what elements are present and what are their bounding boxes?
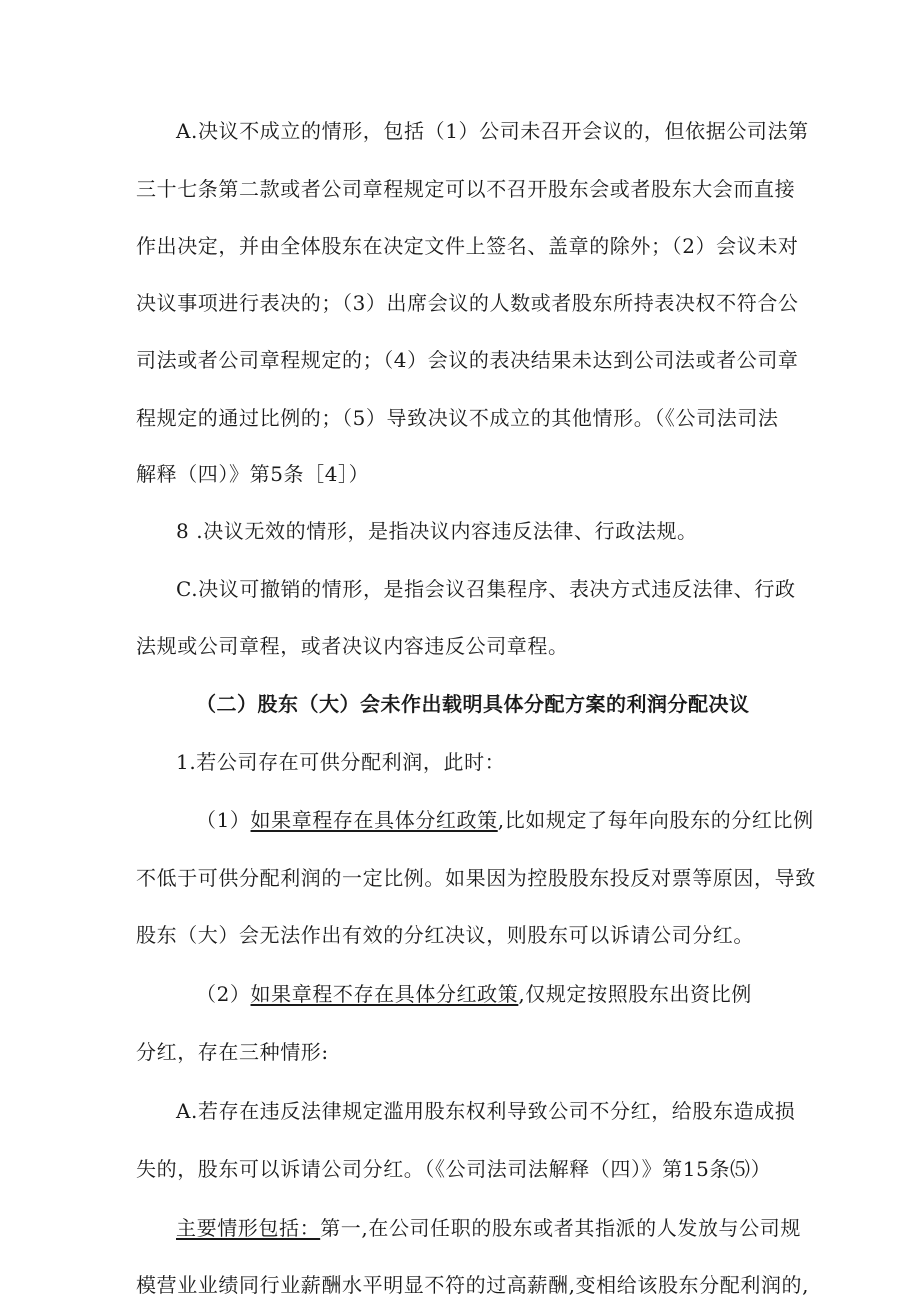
section-heading: （二）股东（大）会未作出载明具体分配方案的利润分配决议 <box>196 692 750 716</box>
line-suffix: 第一,在公司任职的股东或者其指派的人发放与公司规 <box>320 1216 801 1240</box>
paragraph-1-line-1: 1.若公司存在可供分配利润，此时： <box>176 750 506 774</box>
paragraph-a-line-3: 作出决定，并由全体股东在决定文件上签名、盖章的除外；（2）会议未对 <box>136 234 799 258</box>
paragraph-1-2-line-2: 分红，存在三种情形: <box>136 1040 329 1064</box>
line-suffix: ,仅规定按照股东出资比例 <box>518 982 752 1006</box>
paragraph-a-line-5: 司法或者公司章程规定的；（4）会议的表决结果未达到公司法或者公司章 <box>136 348 799 372</box>
paragraph-a2-line-1: A.若存在违反法律规定滥用股东权利导致公司不分红，给股东造成损 <box>176 1099 796 1123</box>
paragraph-1-1-line-1 <box>196 806 814 834</box>
paragraph-b-line-1: 8 .决议无效的情形，是指决议内容违反法律、行政法规。 <box>176 519 698 543</box>
paragraph-a-line-7: 解释（四）》第5条［4］） <box>136 462 370 486</box>
paragraph-main-cases-line-1 <box>176 1214 801 1242</box>
item-number: （2） <box>196 982 251 1006</box>
paragraph-a-line-6: 程规定的通过比例的；（5）导致决议不成立的其他情形。（《公司法司法 <box>136 406 779 430</box>
paragraph-a2-line-2: 失的，股东可以诉请公司分红。（《公司法司法解释（四）》第15条⑸） <box>136 1157 772 1181</box>
paragraph-1-2-line-1 <box>196 980 752 1008</box>
paragraph-main-cases-line-2: 模营业业绩同行业薪酬水平明显不符的过高薪酬,变相给该股东分配利润的, <box>136 1273 810 1297</box>
paragraph-c-line-2: 法规或公司章程，或者决议内容违反公司章程。 <box>136 634 569 658</box>
paragraph-1-1-line-3: 股东（大）会无法作出有效的分红决议，则股东可以诉请公司分红。 <box>136 923 754 947</box>
paragraph-a-line-4: 决议事项进行表决的；（3）出席会议的人数或者股东所持表决权不符合公 <box>136 291 799 315</box>
underlined-phrase: 如果章程存在具体分红政策 <box>250 808 498 832</box>
paragraph-c-line-1: C.决议可撤销的情形，是指会议召集程序、表决方式违反法律、行政 <box>176 577 796 601</box>
item-number: （1） <box>196 808 251 832</box>
underlined-phrase: 如果章程不存在具体分红政策 <box>250 982 519 1006</box>
line-suffix: ,比如规定了每年向股东的分红比例 <box>497 808 814 832</box>
paragraph-1-1-line-2: 不低于可供分配利润的一定比例。如果因为控股股东投反对票等原因，导致 <box>136 866 816 890</box>
underlined-phrase: 主要情形包括： <box>176 1216 321 1240</box>
paragraph-a-line-2: 三十七条第二款或者公司章程规定可以不召开股东会或者股东大会而直接 <box>136 177 796 201</box>
paragraph-a-line-1: A.决议不成立的情形，包括（1）公司未召开会议的，但依据公司法第 <box>176 119 809 143</box>
